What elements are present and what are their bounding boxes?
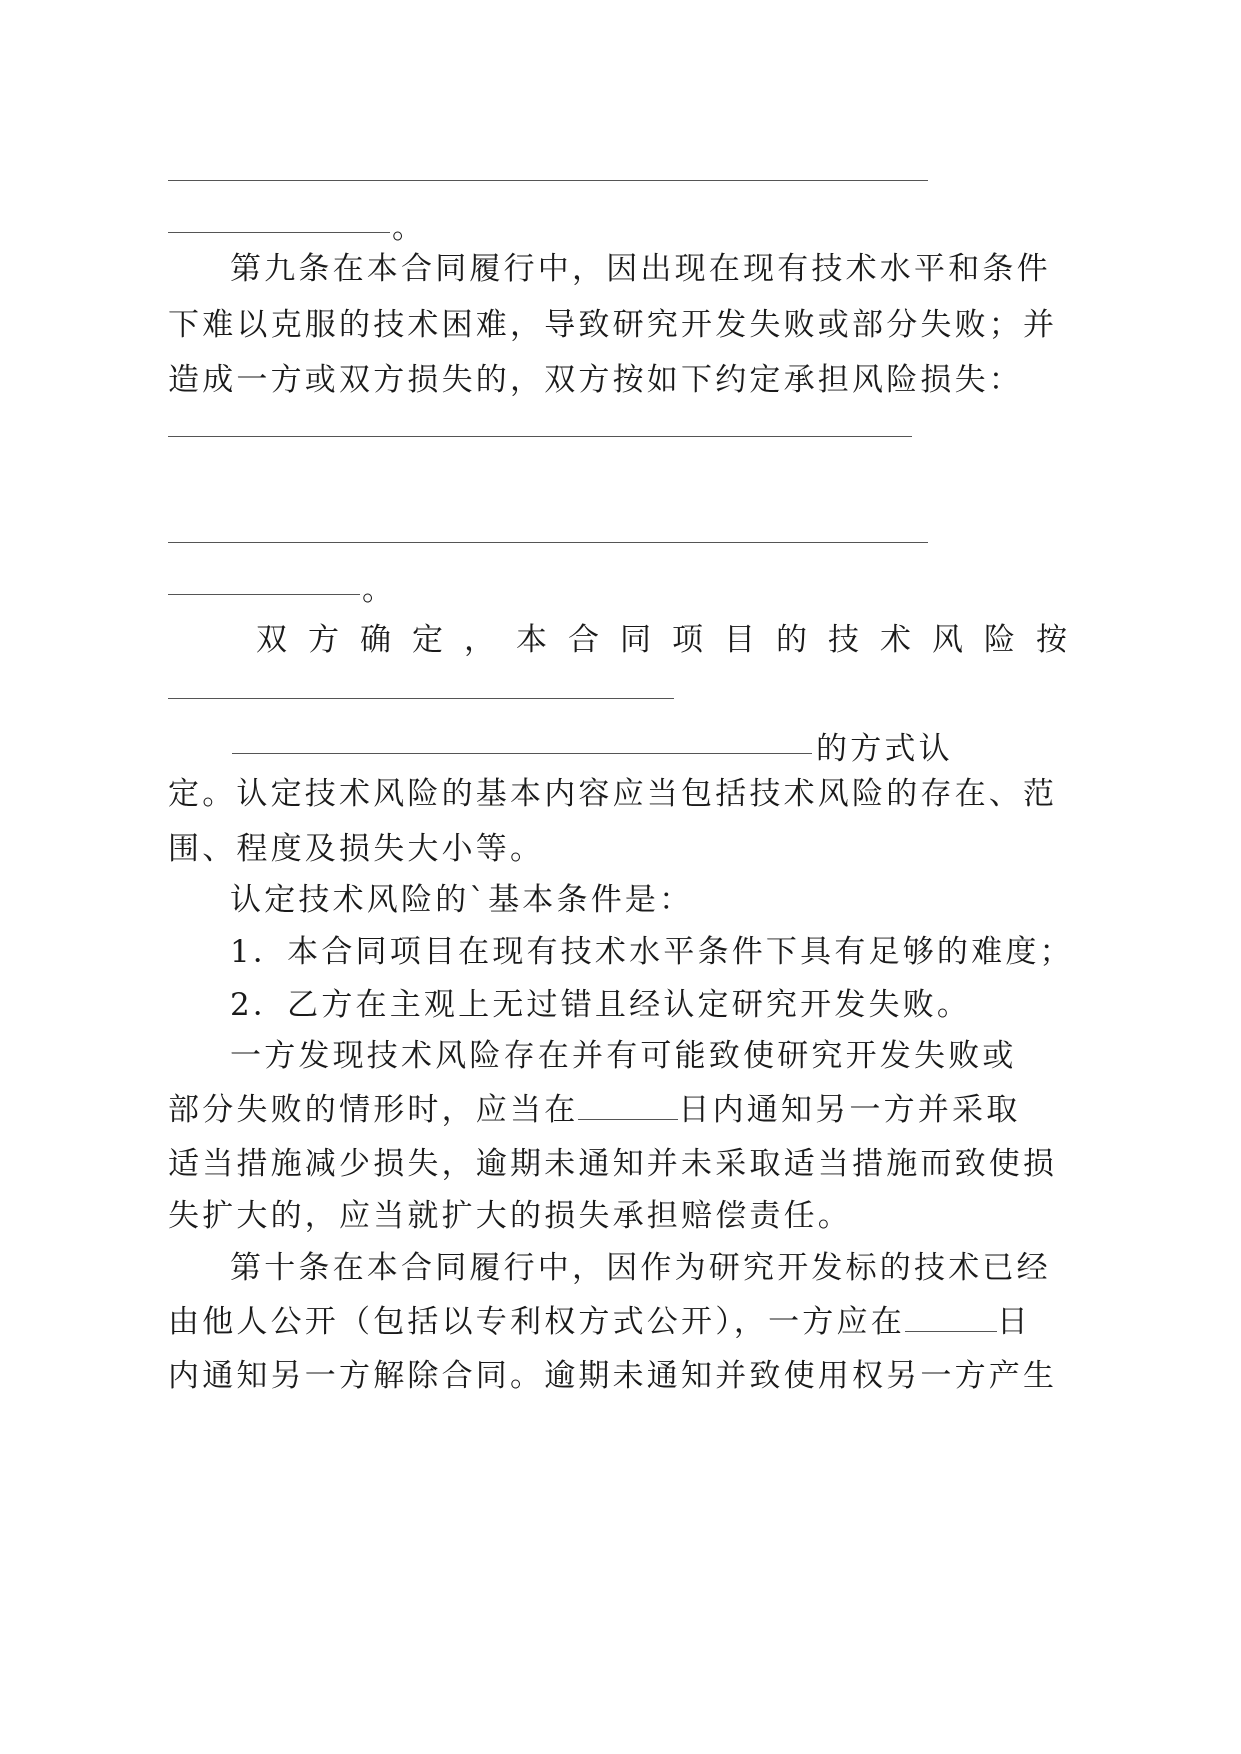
article10-line3: 内通知另一方解除合同。逾期未通知并致使用权另一方产生: [168, 1358, 1058, 1394]
article10-line1: 第十条在本合同履行中，因作为研究开发标的技术已经: [230, 1250, 1051, 1286]
notice-line2: [168, 1090, 1020, 1130]
period: 。: [392, 210, 427, 246]
notice-line4: 失扩大的，应当就扩大的损失承担赔偿责任。: [168, 1198, 852, 1234]
confirm-line4: 围、程度及损失大小等。: [168, 831, 545, 867]
period: 。: [362, 572, 397, 608]
notice-line3: 适当措施减少损失，逾期未通知并未采取适当措施而致使损: [168, 1146, 1058, 1182]
article10-line2: [168, 1302, 1031, 1342]
article9-line3: 造成一方或双方损失的，双方按如下约定承担风险损失：: [168, 362, 1023, 398]
blank-line: [168, 436, 912, 437]
article10-line2-prefix: 由他人公开（包括以专利权方式公开），一方应在: [168, 1304, 905, 1340]
blank-line: [168, 232, 390, 233]
conditions-heading: 认定技术风险的`基本条件是：: [230, 882, 694, 918]
confirm-line1: 双方确定，本合同项目的技术风险按: [256, 622, 1088, 658]
article10-line2-suffix: 日: [996, 1304, 1032, 1340]
confirm-line2-suffix: 的方式认: [816, 731, 953, 767]
blank-line: [168, 180, 928, 181]
days-blank: [578, 1091, 678, 1120]
conditions-item1: 1．本合同项目在现有技术水平条件下具有足够的难度；: [230, 934, 1074, 970]
blank-line: [168, 594, 360, 595]
notice-line1: 一方发现技术风险存在并有可能致使研究开发失败或: [230, 1038, 1017, 1074]
conditions-item2: 2．乙方在主观上无过错且经认定研究开发失败。: [230, 987, 972, 1023]
days-blank: [905, 1303, 997, 1332]
blank-line: [232, 753, 812, 754]
article9-line2: 下难以克服的技术困难，导致研究开发失败或部分失败；并: [168, 307, 1058, 343]
notice-line2-suffix: 日内通知另一方并采取: [678, 1092, 1021, 1128]
blank-line: [168, 542, 928, 543]
article9-line1: 第九条在本合同履行中，因出现在现有技术水平和条件: [230, 251, 1051, 287]
blank-line: [168, 698, 674, 699]
confirm-line3: 定。认定技术风险的基本内容应当包括技术风险的存在、范: [168, 776, 1058, 812]
notice-line2-prefix: 部分失败的情形时，应当在: [168, 1092, 579, 1128]
